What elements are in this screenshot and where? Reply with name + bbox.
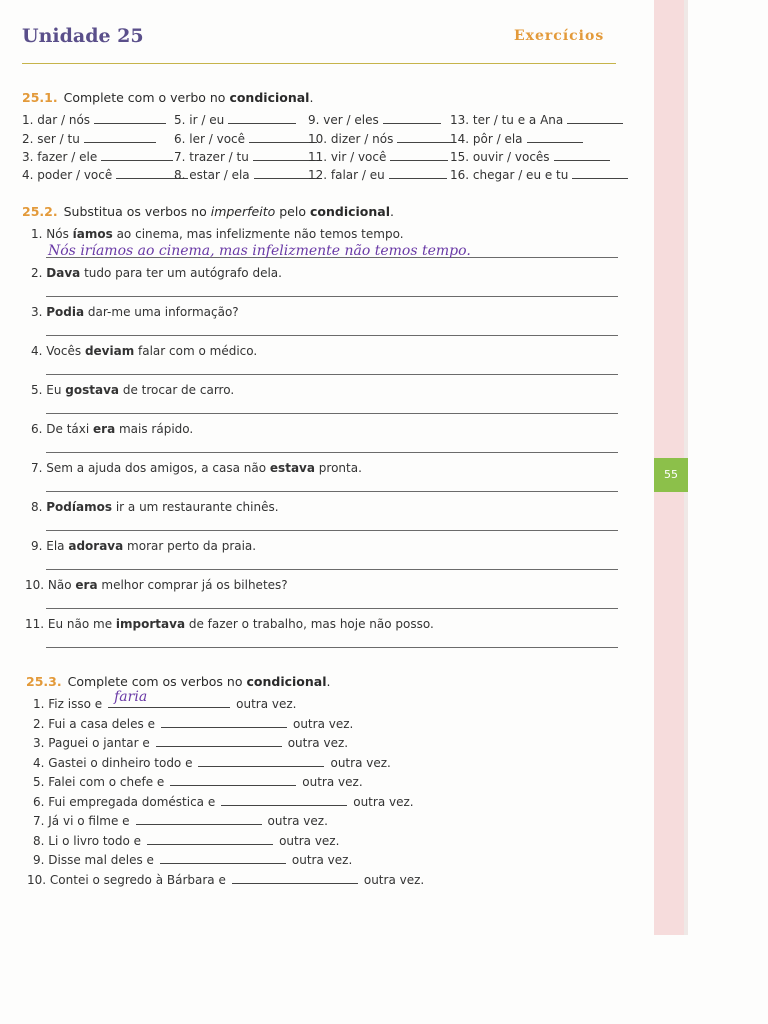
conjugation-prompt: 10. dizer / nós — [308, 132, 394, 146]
answer-blank[interactable] — [390, 150, 448, 161]
fill-in-item — [33, 717, 353, 731]
imperfect-verb: Podíamos — [46, 500, 112, 514]
prompt-text: Já vi o filme e — [48, 814, 130, 828]
suffix-text: outra vez. — [287, 736, 349, 750]
suffix-text: outra vez. — [302, 775, 363, 789]
exercise-25-2-heading — [22, 204, 394, 219]
sentence-text: Nós — [46, 227, 73, 241]
sentence-item — [31, 305, 239, 319]
conjugation-prompt: 5. ir / eu — [174, 113, 225, 127]
conjugation-item — [174, 150, 321, 164]
exercise-number: 25.1. — [22, 90, 58, 105]
answer-line[interactable] — [46, 530, 618, 531]
answer-blank[interactable] — [108, 689, 230, 708]
sentence-text: Ela — [46, 539, 69, 553]
conjugation-prompt: 14. pôr / ela — [450, 132, 523, 146]
sentence-text: Sem a ajuda dos amigos, a casa não — [46, 461, 270, 475]
conjugation-item — [174, 168, 322, 182]
fill-in-item — [33, 689, 297, 711]
sentence-item — [31, 500, 279, 514]
conjugation-item — [308, 132, 455, 146]
conjugation-prompt: 7. trazer / tu — [174, 150, 249, 164]
instruction-italic: imperfeito — [210, 204, 276, 219]
conjugation-item — [174, 132, 317, 146]
answer-blank[interactable] — [389, 168, 447, 179]
item-number: 2. — [31, 266, 47, 280]
answer-blank[interactable] — [554, 150, 610, 161]
suffix-text: outra vez. — [267, 814, 328, 828]
imperfect-verb: adorava — [68, 539, 124, 553]
prompt-text: Gastei o dinheiro todo e — [48, 755, 193, 770]
answer-line[interactable] — [46, 296, 618, 297]
unit-title: Unidade 25 — [22, 25, 144, 47]
conjugation-item — [308, 150, 448, 164]
sentence-item — [25, 578, 288, 592]
exercise-number: 25.3. — [26, 674, 62, 689]
prompt-text: Contei o segredo à Bárbara e — [49, 872, 226, 887]
answer-blank[interactable] — [101, 150, 173, 161]
sentence-item — [31, 266, 282, 280]
instruction-text: Complete com os verbos no — [67, 674, 243, 689]
answer-blank[interactable] — [147, 834, 273, 845]
imperfect-verb: importava — [115, 617, 186, 631]
answer-line[interactable] — [46, 452, 618, 453]
item-number: 1. — [31, 227, 47, 241]
sentence-text: Não — [47, 578, 76, 592]
answer-blank[interactable] — [94, 113, 166, 124]
answer-blank[interactable] — [161, 717, 287, 728]
sentence-text: dar-me uma informação? — [84, 305, 239, 319]
faint-margin-text — [4, 770, 14, 880]
item-number: 9. — [33, 853, 49, 867]
sentence-item — [31, 461, 362, 475]
conjugation-prompt: 15. ouvir / vocês — [450, 150, 550, 164]
conjugation-prompt: 2. ser / tu — [22, 132, 80, 146]
sentence-text: Vocês — [46, 344, 85, 358]
conjugation-prompt: 4. poder / você — [22, 168, 113, 182]
answer-blank[interactable] — [567, 113, 623, 124]
item-number: 7. — [31, 461, 47, 475]
instruction-end: . — [326, 674, 331, 689]
conjugation-item — [22, 113, 166, 127]
fill-in-item — [33, 853, 352, 867]
sentence-text: De táxi — [46, 422, 94, 436]
answer-blank[interactable] — [527, 132, 583, 143]
prompt-text: Fui a casa deles e — [48, 716, 155, 731]
answer-blank[interactable] — [397, 132, 455, 143]
imperfect-verb: deviam — [84, 344, 135, 358]
sentence-text: ao cinema, mas infelizmente não temos tempo. — [112, 227, 404, 241]
suffix-text: outra vez. — [363, 872, 425, 887]
answer-blank[interactable] — [249, 132, 317, 143]
suffix-text: outra vez. — [330, 755, 391, 770]
conjugation-item — [450, 168, 628, 182]
exercise-25-3-heading — [26, 674, 330, 689]
item-number: 1. — [33, 697, 49, 711]
imperfect-verb: era — [93, 422, 116, 436]
conjugation-item — [308, 113, 441, 127]
conjugation-prompt: 16. chegar / eu e tu — [450, 168, 569, 182]
answer-blank[interactable] — [232, 873, 358, 884]
answer-blank[interactable] — [136, 814, 262, 825]
answer-line[interactable] — [46, 647, 618, 648]
answer-blank[interactable] — [170, 775, 296, 786]
suffix-text: outra vez. — [292, 716, 354, 731]
item-number: 7. — [33, 814, 49, 828]
sentence-text: de fazer o trabalho, mas hoje não posso. — [185, 617, 434, 631]
sentence-text: de trocar de carro. — [119, 383, 235, 397]
instruction-bold: condicional — [229, 90, 310, 105]
instruction-bold: condicional — [309, 204, 390, 219]
sentence-item — [25, 617, 434, 631]
conjugation-item — [450, 150, 610, 164]
fill-in-item — [33, 814, 328, 828]
prompt-text: Falei com o chefe e — [48, 775, 165, 789]
imperfect-verb: íamos — [72, 227, 113, 241]
instruction-text: Substitua os verbos no — [63, 204, 207, 219]
sentence-item — [31, 344, 257, 358]
instruction-bold: condicional — [246, 674, 327, 689]
sentence-item — [31, 539, 256, 553]
answer-line[interactable] — [46, 491, 618, 492]
conjugation-prompt: 11. vir / você — [308, 150, 387, 164]
answer-blank[interactable] — [221, 795, 347, 806]
sentence-text: Eu — [46, 383, 66, 397]
item-number: 8. — [31, 500, 47, 514]
sentence-text: falar com o médico. — [134, 344, 258, 358]
sentence-item — [31, 422, 193, 436]
imperfect-verb: gostava — [65, 383, 120, 397]
conjugation-prompt: 8. estar / ela — [174, 168, 250, 182]
exercise-number: 25.2. — [22, 204, 58, 219]
sentence-item — [31, 383, 234, 397]
section-title: Exercícios — [514, 28, 605, 44]
fill-in-item — [33, 736, 348, 750]
item-number: 5. — [31, 383, 47, 397]
item-number: 5. — [33, 775, 49, 789]
imperfect-verb: estava — [269, 461, 315, 475]
suffix-text: outra vez. — [353, 794, 414, 809]
exercise-25-1-heading — [22, 90, 313, 105]
handwritten-answer: Nós iríamos ao cinema, mas infelizmente não temos tempo. — [48, 243, 471, 259]
page-number-tab: 55 — [654, 458, 688, 492]
conjugation-prompt: 13. ter / tu e a Ana — [450, 113, 564, 127]
conjugation-item — [22, 132, 156, 146]
item-number: 6. — [31, 422, 47, 436]
answer-line[interactable] — [46, 569, 618, 570]
answer-blank[interactable] — [156, 736, 282, 747]
answer-blank[interactable] — [160, 853, 286, 864]
fill-in-item — [33, 834, 339, 848]
conjugation-item — [22, 150, 173, 164]
sentence-text: pronta. — [314, 461, 362, 475]
instruction-end: . — [390, 204, 394, 219]
instruction-end: . — [309, 90, 314, 105]
answer-line[interactable] — [46, 608, 618, 609]
conjugation-item — [450, 113, 623, 127]
prompt-text: Fiz isso e — [48, 697, 103, 711]
conjugation-item — [308, 168, 447, 182]
item-number: 10. — [27, 872, 50, 887]
fill-in-item — [33, 775, 363, 789]
answer-line[interactable] — [46, 413, 618, 414]
sentence-text: mais rápido. — [115, 422, 194, 436]
answer-line[interactable] — [46, 374, 618, 375]
prompt-text: Paguei o jantar e — [48, 736, 150, 750]
item-number: 2. — [33, 716, 49, 731]
imperfect-verb: era — [75, 578, 98, 592]
prompt-text: Li o livro todo e — [48, 833, 142, 848]
handwritten-answer: faria — [114, 689, 148, 705]
prompt-text: Fui empregada doméstica e — [48, 794, 216, 809]
instruction-text: Complete com o verbo no — [63, 90, 226, 105]
sentence-text: morar perto da praia. — [123, 539, 257, 553]
fill-in-item — [33, 756, 391, 770]
answer-blank[interactable] — [228, 113, 296, 124]
fill-in-item — [27, 873, 424, 887]
item-number: 10. — [25, 578, 48, 592]
conjugation-prompt: 3. fazer / ele — [22, 150, 98, 164]
item-number: 4. — [31, 344, 47, 358]
conjugation-prompt: 9. ver / eles — [308, 113, 379, 127]
imperfect-verb: Podia — [46, 305, 85, 319]
sentence-text: tudo para ter um autógrafo dela. — [80, 266, 282, 280]
conjugation-item — [174, 113, 296, 127]
suffix-text: outra vez. — [279, 833, 340, 848]
sentence-text: melhor comprar já os bilhetes? — [97, 578, 288, 592]
sentence-item — [31, 227, 404, 241]
answer-blank[interactable] — [198, 756, 324, 767]
conjugation-item — [22, 168, 188, 182]
fill-in-item — [33, 795, 414, 809]
suffix-text: outra vez. — [291, 853, 353, 867]
item-number: 4. — [33, 755, 49, 770]
prompt-text: Disse mal deles e — [48, 853, 154, 867]
answer-line[interactable] — [46, 335, 618, 336]
conjugation-prompt: 12. falar / eu — [308, 168, 385, 182]
answer-blank[interactable] — [572, 168, 628, 179]
header-divider — [22, 63, 616, 64]
conjugation-prompt: 6. ler / você — [174, 132, 246, 146]
answer-blank[interactable] — [84, 132, 156, 143]
instruction-text: pelo — [279, 204, 306, 219]
item-number: 3. — [31, 305, 47, 319]
item-number: 9. — [31, 539, 47, 553]
sentence-text: Eu não me — [47, 617, 116, 631]
item-number: 6. — [33, 794, 49, 809]
item-number: 11. — [25, 617, 48, 631]
suffix-text: outra vez. — [236, 697, 297, 711]
item-number: 3. — [33, 736, 49, 750]
item-number: 8. — [33, 833, 49, 848]
imperfect-verb: Dava — [46, 266, 81, 280]
conjugation-prompt: 1. dar / nós — [22, 113, 91, 127]
answer-blank[interactable] — [383, 113, 441, 124]
sentence-text: ir a um restaurante chinês. — [112, 500, 279, 514]
conjugation-item — [450, 132, 583, 146]
